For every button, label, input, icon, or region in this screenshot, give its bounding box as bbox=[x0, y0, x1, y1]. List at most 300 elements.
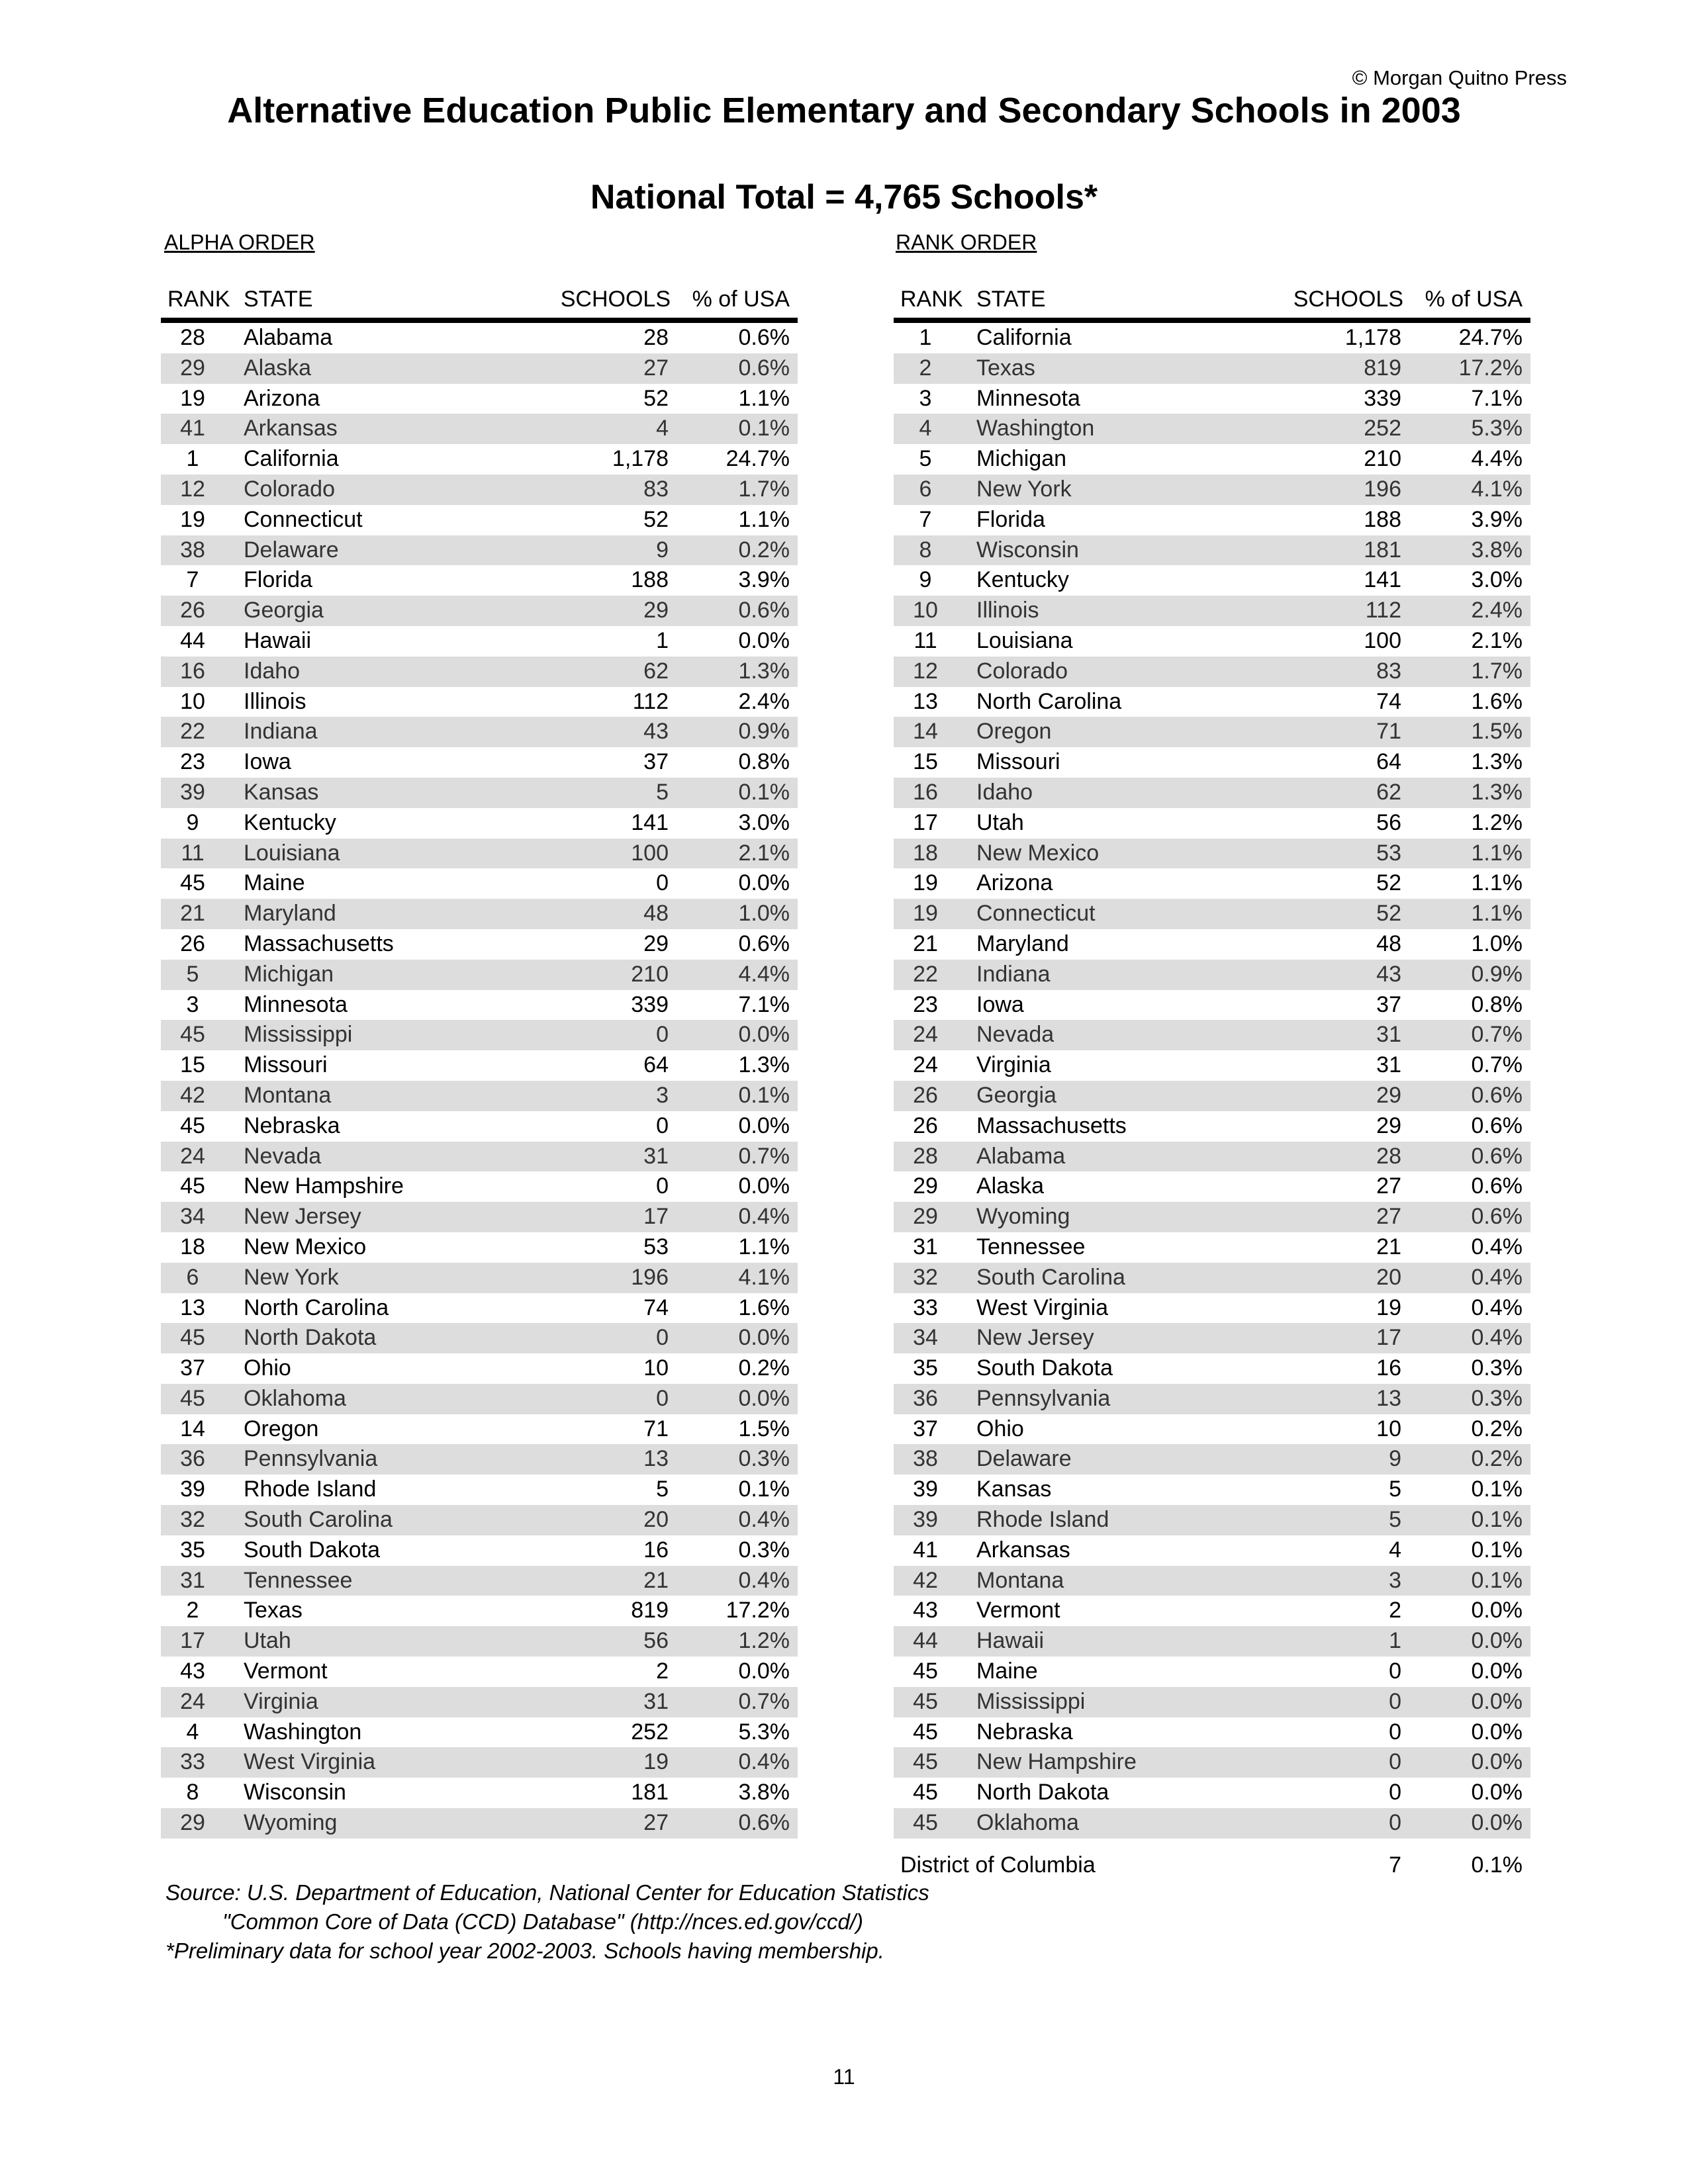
cell-state: Virginia bbox=[244, 1688, 318, 1714]
cell-state: Colorado bbox=[976, 658, 1068, 684]
header-rank: RANK bbox=[900, 287, 963, 312]
table-row bbox=[894, 1566, 1530, 1596]
table-row bbox=[161, 960, 798, 990]
cell-rank: 14 bbox=[913, 719, 938, 745]
cell-state: Kansas bbox=[244, 779, 319, 805]
cell-pct: 0.6% bbox=[1471, 1113, 1523, 1138]
cell-rank: 36 bbox=[180, 1446, 205, 1472]
cell-state: Wisconsin bbox=[976, 537, 1079, 563]
cell-pct: 24.7% bbox=[726, 446, 790, 472]
cell-schools: 48 bbox=[1376, 931, 1401, 956]
table-row bbox=[894, 505, 1530, 535]
cell-schools: 196 bbox=[631, 1264, 669, 1290]
cell-state: Missouri bbox=[976, 749, 1060, 775]
cell-state: Oregon bbox=[244, 1416, 319, 1441]
cell-rank: 39 bbox=[180, 1477, 205, 1502]
table-row bbox=[161, 1111, 798, 1142]
table-row bbox=[161, 384, 798, 414]
cell-pct: 5.3% bbox=[1471, 416, 1523, 441]
cell-schools: 31 bbox=[1376, 1052, 1401, 1078]
cell-schools: 252 bbox=[1364, 416, 1401, 441]
cell-schools: 188 bbox=[631, 567, 669, 593]
cell-rank: 24 bbox=[180, 1688, 205, 1714]
cell-schools: 9 bbox=[1389, 1446, 1401, 1472]
cell-state: Maryland bbox=[976, 931, 1069, 956]
cell-schools: 27 bbox=[643, 355, 669, 381]
cell-rank: 37 bbox=[913, 1416, 938, 1441]
cell-rank: 45 bbox=[180, 1022, 205, 1048]
table-row bbox=[894, 1020, 1530, 1050]
cell-state: Nebraska bbox=[244, 1113, 340, 1138]
cell-rank: 24 bbox=[913, 1022, 938, 1048]
table-row bbox=[894, 596, 1530, 626]
cell-rank: 21 bbox=[913, 931, 938, 956]
cell-schools: 27 bbox=[643, 1810, 669, 1836]
cell-schools: 196 bbox=[1364, 476, 1401, 502]
cell-schools: 112 bbox=[632, 688, 669, 714]
table-row bbox=[161, 1142, 798, 1172]
cell-schools: 56 bbox=[643, 1628, 669, 1654]
cell-pct: 1.3% bbox=[738, 1052, 790, 1078]
table-row bbox=[161, 808, 798, 839]
table-row bbox=[161, 839, 798, 869]
page-title: Alternative Education Public Elementary and Secondary Schools in 2003 bbox=[227, 91, 1461, 130]
cell-pct: 0.3% bbox=[1471, 1385, 1523, 1411]
table-row bbox=[161, 1808, 798, 1839]
cell-state: Tennessee bbox=[976, 1234, 1086, 1259]
table-row bbox=[161, 1323, 798, 1353]
cell-rank: 17 bbox=[180, 1628, 205, 1654]
table-row bbox=[894, 565, 1530, 596]
table-row bbox=[894, 414, 1530, 444]
cell-schools: 62 bbox=[1376, 779, 1401, 805]
cell-state: Louisiana bbox=[976, 627, 1073, 653]
cell-rank: 41 bbox=[913, 1537, 938, 1563]
cell-rank: 26 bbox=[913, 1113, 938, 1138]
cell-rank: 42 bbox=[180, 1082, 205, 1108]
cell-rank: 5 bbox=[186, 961, 199, 987]
cell-pct: 0.1% bbox=[1471, 1567, 1523, 1593]
cell-state: Arizona bbox=[976, 870, 1053, 896]
cell-schools: 1 bbox=[656, 627, 669, 653]
cell-pct: 0.0% bbox=[738, 870, 790, 896]
table-row bbox=[161, 1202, 798, 1232]
cell-state: Indiana bbox=[976, 961, 1051, 987]
cell-schools: 0 bbox=[1389, 1688, 1401, 1714]
cell-schools: 0 bbox=[1389, 1749, 1401, 1775]
cell-state: Texas bbox=[244, 1598, 303, 1623]
cell-rank: 7 bbox=[186, 567, 199, 593]
table-row bbox=[894, 1081, 1530, 1111]
cell-pct: 4.4% bbox=[738, 961, 790, 987]
cell-state: West Virginia bbox=[976, 1295, 1109, 1320]
table-row bbox=[161, 1535, 798, 1566]
national-total: National Total = 4,765 Schools* bbox=[590, 178, 1098, 216]
cell-schools: 43 bbox=[1376, 961, 1401, 987]
table-row bbox=[161, 535, 798, 566]
cell-state: Arkansas bbox=[976, 1537, 1070, 1563]
cell-schools: 48 bbox=[643, 901, 669, 927]
copyright-notice: © Morgan Quitno Press bbox=[1352, 66, 1567, 89]
cell-state: Wisconsin bbox=[244, 1780, 346, 1805]
table-row bbox=[894, 657, 1530, 687]
cell-pct: 0.9% bbox=[738, 719, 790, 745]
cell-rank: 15 bbox=[913, 749, 938, 775]
cell-rank: 4 bbox=[186, 1719, 199, 1745]
table-row bbox=[161, 1657, 798, 1687]
cell-schools: 31 bbox=[643, 1143, 669, 1169]
cell-rank: 35 bbox=[180, 1537, 205, 1563]
cell-schools: 64 bbox=[1376, 749, 1401, 775]
cell-state: Kansas bbox=[976, 1477, 1052, 1502]
cell-state: Montana bbox=[244, 1082, 332, 1108]
cell-state: Wyoming bbox=[244, 1810, 338, 1836]
cell-rank: 2 bbox=[919, 355, 932, 381]
cell-pct: 1.1% bbox=[738, 506, 790, 532]
cell-schools: 0 bbox=[1389, 1810, 1401, 1836]
cell-schools: 52 bbox=[1376, 901, 1401, 927]
cell-pct: 0.9% bbox=[1471, 961, 1523, 987]
cell-pct: 0.0% bbox=[738, 1173, 790, 1199]
table-row bbox=[161, 1566, 798, 1596]
cell-state: Utah bbox=[244, 1628, 291, 1654]
cell-schools: 17 bbox=[1376, 1325, 1401, 1351]
cell-schools: 2 bbox=[656, 1659, 669, 1684]
cell-rank: 1 bbox=[186, 446, 199, 472]
cell-schools: 20 bbox=[1376, 1264, 1401, 1290]
table-row bbox=[161, 1232, 798, 1263]
header-pct: % of USA bbox=[692, 287, 790, 312]
cell-pct: 3.8% bbox=[1471, 537, 1523, 563]
cell-schools: 100 bbox=[631, 840, 669, 866]
cell-schools: 819 bbox=[631, 1598, 669, 1623]
cell-pct: 1.7% bbox=[738, 476, 790, 502]
table-row bbox=[894, 1535, 1530, 1566]
cell-rank: 24 bbox=[180, 1143, 205, 1169]
table-row bbox=[894, 1171, 1530, 1202]
cell-pct: 2.1% bbox=[738, 840, 790, 866]
cell-pct: 0.6% bbox=[738, 1810, 790, 1836]
cell-rank: 28 bbox=[913, 1143, 938, 1169]
cell-state: Massachusetts bbox=[976, 1113, 1127, 1138]
table-row bbox=[894, 868, 1530, 899]
cell-rank: 29 bbox=[913, 1173, 938, 1199]
cell-pct: 0.0% bbox=[738, 1659, 790, 1684]
table-row bbox=[894, 475, 1530, 505]
footnote: *Preliminary data for school year 2002-2003. Schools having membership. bbox=[165, 1938, 884, 1963]
table-row bbox=[894, 1323, 1530, 1353]
cell-rank: 9 bbox=[919, 567, 932, 593]
cell-schools: 21 bbox=[1376, 1234, 1401, 1259]
table-row bbox=[161, 717, 798, 747]
cell-schools: 0 bbox=[656, 1325, 669, 1351]
cell-pct: 1.3% bbox=[738, 658, 790, 684]
table-row bbox=[894, 1657, 1530, 1687]
cell-rank: 4 bbox=[919, 416, 932, 441]
cell-state: Massachusetts bbox=[244, 931, 394, 956]
cell-pct: 2.4% bbox=[1471, 598, 1523, 623]
cell-schools: 83 bbox=[1376, 658, 1401, 684]
cell-pct: 1.1% bbox=[738, 1234, 790, 1259]
table-row bbox=[161, 565, 798, 596]
cell-pct: 0.2% bbox=[1471, 1446, 1523, 1472]
cell-state: Rhode Island bbox=[976, 1507, 1109, 1533]
cell-pct: 1.3% bbox=[1471, 749, 1523, 775]
cell-state: Utah bbox=[976, 809, 1024, 835]
cell-schools: 0 bbox=[1389, 1659, 1401, 1684]
cell-pct: 0.1% bbox=[1471, 1477, 1523, 1502]
cell-state: Nebraska bbox=[976, 1719, 1073, 1745]
alpha-order-label: ALPHA ORDER bbox=[164, 230, 315, 254]
cell-pct: 0.8% bbox=[1471, 991, 1523, 1017]
table-row bbox=[161, 1293, 798, 1324]
cell-schools: 5 bbox=[656, 1477, 669, 1502]
cell-pct: 0.6% bbox=[1471, 1204, 1523, 1230]
cell-pct: 0.2% bbox=[1471, 1416, 1523, 1441]
cell-schools: 5 bbox=[1389, 1507, 1401, 1533]
cell-pct: 0.6% bbox=[1471, 1082, 1523, 1108]
table-row bbox=[161, 929, 798, 960]
header-schools: SCHOOLS bbox=[560, 287, 671, 312]
cell-state: Colorado bbox=[244, 476, 335, 502]
dc-schools: 7 bbox=[1389, 1852, 1401, 1878]
cell-state: Pennsylvania bbox=[976, 1385, 1111, 1411]
table-row bbox=[894, 444, 1530, 475]
cell-rank: 24 bbox=[913, 1052, 938, 1078]
cell-rank: 29 bbox=[913, 1204, 938, 1230]
cell-pct: 4.1% bbox=[738, 1264, 790, 1290]
cell-schools: 37 bbox=[1376, 991, 1401, 1017]
table-row bbox=[161, 1171, 798, 1202]
table-row bbox=[161, 868, 798, 899]
cell-rank: 8 bbox=[919, 537, 932, 563]
cell-rank: 2 bbox=[186, 1598, 199, 1623]
cell-rank: 3 bbox=[186, 991, 199, 1017]
cell-state: Oregon bbox=[976, 719, 1052, 745]
cell-state: Alaska bbox=[244, 355, 312, 381]
table-row bbox=[894, 1111, 1530, 1142]
cell-state: Maine bbox=[976, 1659, 1038, 1684]
cell-schools: 10 bbox=[1376, 1416, 1401, 1441]
cell-state: Georgia bbox=[244, 598, 324, 623]
cell-schools: 0 bbox=[1389, 1719, 1401, 1745]
cell-state: Idaho bbox=[976, 779, 1033, 805]
cell-schools: 141 bbox=[631, 809, 669, 835]
table-header bbox=[894, 279, 1530, 323]
cell-pct: 0.1% bbox=[738, 416, 790, 441]
cell-state: Minnesota bbox=[976, 385, 1080, 411]
cell-pct: 3.9% bbox=[1471, 506, 1523, 532]
cell-rank: 37 bbox=[180, 1355, 205, 1381]
cell-pct: 0.7% bbox=[738, 1688, 790, 1714]
page-number: 11 bbox=[833, 2065, 855, 2089]
cell-rank: 32 bbox=[913, 1264, 938, 1290]
header-pct: % of USA bbox=[1425, 287, 1523, 312]
alpha-order-table bbox=[161, 279, 798, 1839]
table-row bbox=[161, 353, 798, 384]
cell-state: Vermont bbox=[244, 1659, 328, 1684]
table-row bbox=[161, 778, 798, 808]
table-row bbox=[161, 899, 798, 929]
cell-schools: 339 bbox=[631, 991, 669, 1017]
table-row bbox=[894, 1808, 1530, 1839]
cell-state: Hawaii bbox=[244, 627, 312, 653]
cell-rank: 44 bbox=[180, 627, 205, 653]
cell-pct: 1.0% bbox=[738, 901, 790, 927]
cell-pct: 3.9% bbox=[738, 567, 790, 593]
cell-schools: 29 bbox=[643, 931, 669, 956]
table-row bbox=[161, 1596, 798, 1626]
cell-rank: 45 bbox=[913, 1659, 938, 1684]
cell-pct: 17.2% bbox=[1458, 355, 1523, 381]
cell-schools: 4 bbox=[1389, 1537, 1401, 1563]
cell-schools: 28 bbox=[1376, 1143, 1401, 1169]
cell-rank: 34 bbox=[180, 1204, 205, 1230]
cell-pct: 1.2% bbox=[1471, 809, 1523, 835]
cell-state: Georgia bbox=[976, 1082, 1056, 1108]
source-line-1: Source: U.S. Department of Education, National Center for Education Statistics bbox=[165, 1880, 929, 1905]
cell-rank: 36 bbox=[913, 1385, 938, 1411]
table-row bbox=[894, 1717, 1530, 1748]
cell-rank: 29 bbox=[180, 355, 205, 381]
cell-rank: 39 bbox=[913, 1507, 938, 1533]
cell-pct: 0.1% bbox=[738, 1477, 790, 1502]
cell-state: Oklahoma bbox=[244, 1385, 346, 1411]
cell-schools: 1,178 bbox=[612, 446, 669, 472]
table-row bbox=[894, 1626, 1530, 1657]
cell-rank: 8 bbox=[186, 1780, 199, 1805]
cell-pct: 0.0% bbox=[1471, 1810, 1523, 1836]
table-row bbox=[161, 747, 798, 778]
cell-state: Idaho bbox=[244, 658, 301, 684]
cell-rank: 11 bbox=[914, 627, 937, 653]
cell-pct: 1.5% bbox=[738, 1416, 790, 1441]
cell-pct: 0.6% bbox=[1471, 1173, 1523, 1199]
table-row bbox=[161, 1747, 798, 1778]
cell-schools: 31 bbox=[643, 1688, 669, 1714]
cell-rank: 11 bbox=[181, 840, 205, 866]
cell-rank: 44 bbox=[913, 1628, 938, 1654]
table-row bbox=[894, 1232, 1530, 1263]
cell-pct: 7.1% bbox=[738, 991, 790, 1017]
cell-pct: 0.7% bbox=[738, 1143, 790, 1169]
table-row bbox=[161, 1353, 798, 1384]
cell-rank: 19 bbox=[913, 870, 938, 896]
cell-state: New Hampshire bbox=[244, 1173, 404, 1199]
cell-schools: 0 bbox=[656, 870, 669, 896]
cell-state: California bbox=[244, 446, 339, 472]
cell-rank: 19 bbox=[180, 506, 205, 532]
cell-rank: 3 bbox=[919, 385, 932, 411]
cell-state: Texas bbox=[976, 355, 1035, 381]
cell-pct: 7.1% bbox=[1471, 385, 1523, 411]
cell-pct: 0.0% bbox=[738, 1385, 790, 1411]
cell-schools: 27 bbox=[1376, 1173, 1401, 1199]
cell-state: Connecticut bbox=[976, 901, 1096, 927]
table-row bbox=[161, 323, 798, 353]
header-state: STATE bbox=[244, 287, 313, 312]
cell-schools: 3 bbox=[656, 1082, 669, 1108]
cell-rank: 38 bbox=[180, 537, 205, 563]
cell-pct: 1.7% bbox=[1471, 658, 1523, 684]
rank-order-table bbox=[894, 279, 1530, 1839]
cell-pct: 0.0% bbox=[738, 1325, 790, 1351]
cell-pct: 0.0% bbox=[738, 1022, 790, 1048]
table-row bbox=[894, 1050, 1530, 1081]
dc-pct: 0.1% bbox=[1471, 1852, 1523, 1878]
cell-rank: 23 bbox=[180, 749, 205, 775]
cell-pct: 3.0% bbox=[1471, 567, 1523, 593]
cell-rank: 39 bbox=[180, 779, 205, 805]
cell-schools: 53 bbox=[1376, 840, 1401, 866]
cell-state: New Mexico bbox=[244, 1234, 367, 1259]
cell-rank: 6 bbox=[186, 1264, 199, 1290]
header-schools: SCHOOLS bbox=[1293, 287, 1403, 312]
cell-state: New Hampshire bbox=[976, 1749, 1137, 1775]
cell-state: Washington bbox=[244, 1719, 362, 1745]
cell-schools: 141 bbox=[1364, 567, 1401, 593]
cell-state: North Carolina bbox=[244, 1295, 389, 1320]
cell-rank: 45 bbox=[913, 1780, 938, 1805]
cell-rank: 35 bbox=[913, 1355, 938, 1381]
cell-pct: 17.2% bbox=[726, 1598, 790, 1623]
cell-rank: 14 bbox=[180, 1416, 205, 1441]
cell-rank: 22 bbox=[180, 719, 205, 745]
table-header bbox=[161, 279, 798, 323]
cell-schools: 62 bbox=[643, 658, 669, 684]
cell-schools: 1 bbox=[1389, 1628, 1401, 1654]
table-row bbox=[894, 808, 1530, 839]
cell-pct: 0.0% bbox=[1471, 1628, 1523, 1654]
cell-rank: 6 bbox=[919, 476, 932, 502]
cell-state: North Dakota bbox=[244, 1325, 377, 1351]
cell-state: Montana bbox=[976, 1567, 1064, 1593]
cell-schools: 210 bbox=[1364, 446, 1401, 472]
cell-schools: 181 bbox=[1364, 537, 1401, 563]
cell-state: Alabama bbox=[976, 1143, 1066, 1169]
cell-pct: 0.6% bbox=[1471, 1143, 1523, 1169]
cell-rank: 15 bbox=[180, 1052, 205, 1078]
cell-pct: 0.0% bbox=[1471, 1598, 1523, 1623]
dc-name: District of Columbia bbox=[900, 1852, 1096, 1878]
cell-rank: 18 bbox=[180, 1234, 205, 1259]
cell-pct: 24.7% bbox=[1458, 325, 1523, 350]
cell-pct: 0.7% bbox=[1471, 1052, 1523, 1078]
rank-table-body bbox=[894, 323, 1530, 1839]
alpha-table-body bbox=[161, 323, 798, 1839]
cell-state: Michigan bbox=[244, 961, 334, 987]
table-row bbox=[894, 1384, 1530, 1414]
cell-pct: 0.6% bbox=[738, 598, 790, 623]
table-row bbox=[161, 1505, 798, 1535]
cell-rank: 9 bbox=[186, 809, 199, 835]
cell-state: Connecticut bbox=[244, 506, 363, 532]
cell-schools: 112 bbox=[1365, 598, 1401, 623]
cell-state: Michigan bbox=[976, 446, 1067, 472]
cell-pct: 5.3% bbox=[738, 1719, 790, 1745]
table-row bbox=[161, 1384, 798, 1414]
cell-rank: 1 bbox=[919, 325, 932, 350]
table-row bbox=[894, 1353, 1530, 1384]
cell-pct: 0.1% bbox=[738, 1082, 790, 1108]
cell-rank: 45 bbox=[913, 1749, 938, 1775]
cell-schools: 52 bbox=[1376, 870, 1401, 896]
cell-schools: 29 bbox=[1376, 1082, 1401, 1108]
cell-state: Ohio bbox=[976, 1416, 1024, 1441]
cell-schools: 4 bbox=[656, 416, 669, 441]
cell-state: West Virginia bbox=[244, 1749, 376, 1775]
cell-pct: 0.3% bbox=[738, 1446, 790, 1472]
